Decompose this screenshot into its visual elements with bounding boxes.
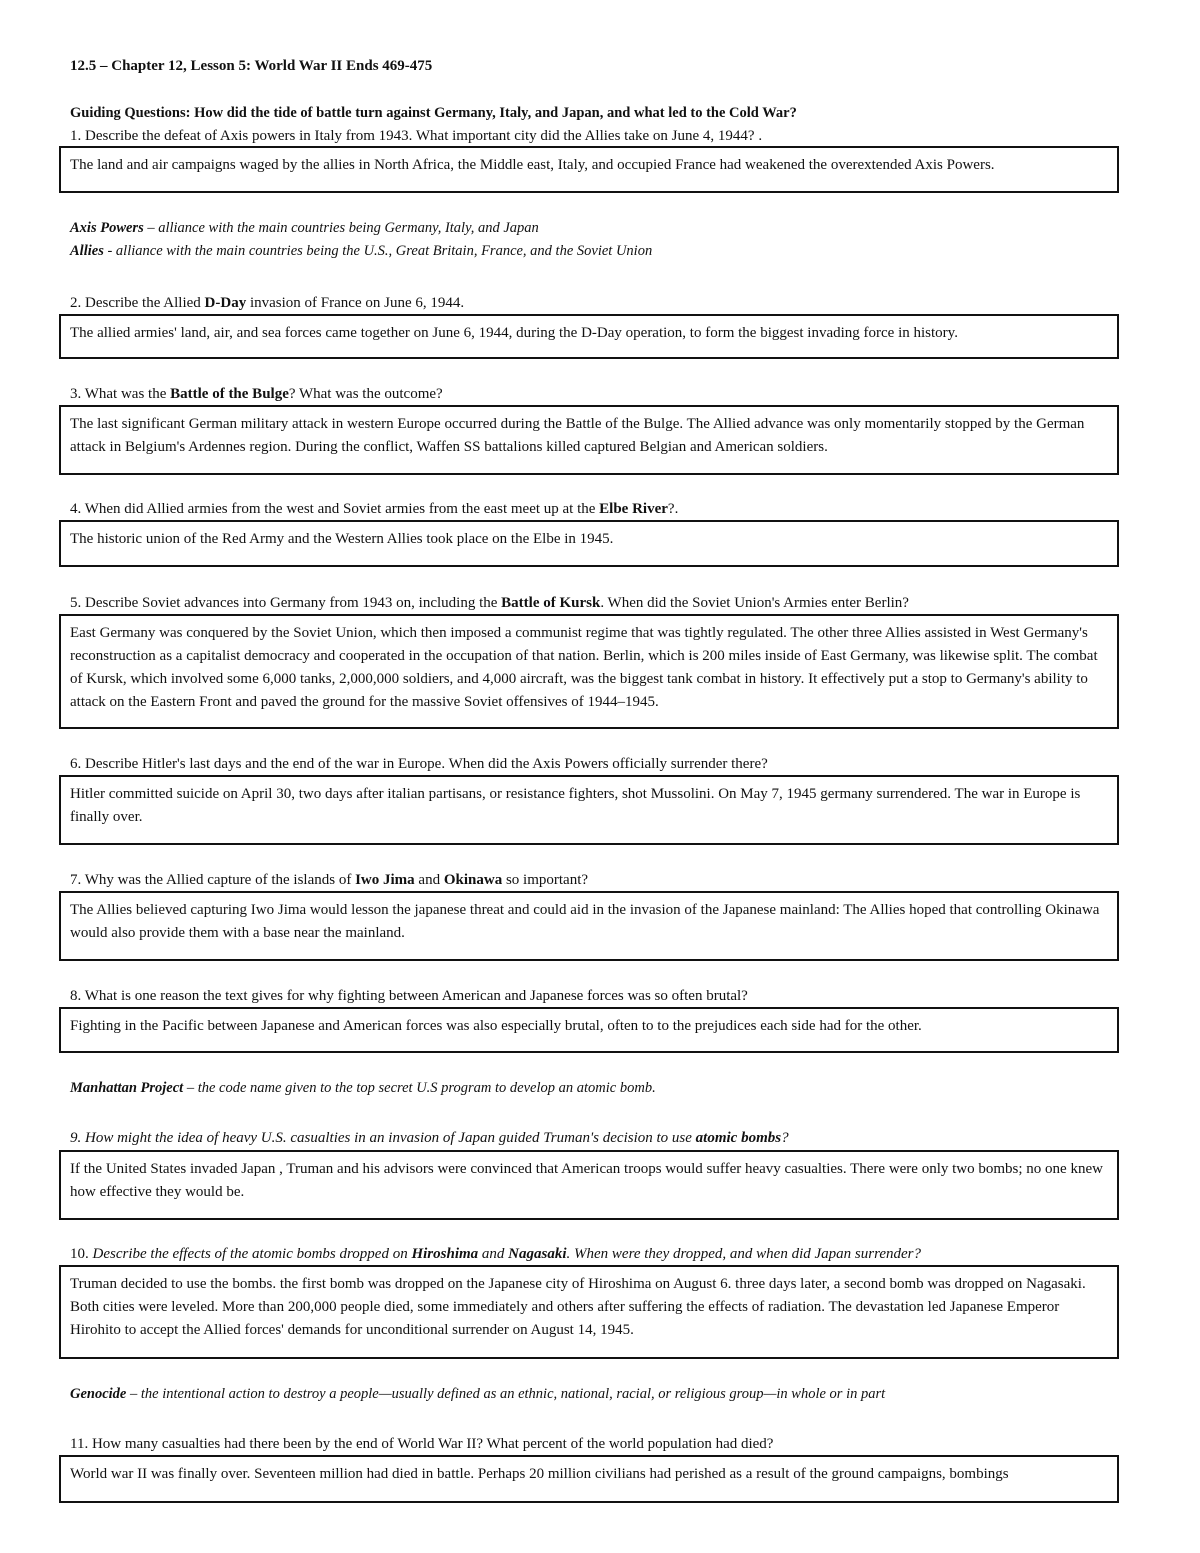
question-5: 5. Describe Soviet advances into Germany from 1943 on, including the Battle of Kursk. When did the Soviet Union's Armies enter Berlin? [70, 595, 909, 611]
question-10: 10. Describe the effects of the atomic bombs dropped on Hiroshima and Nagasaki. When were they dropped, and when did Japan surrender? [70, 1246, 922, 1262]
answer-box-1: The land and air campaigns waged by the allies in North Africa, the Middle east, Italy, and occupied France had weakened the overextended Axis Powers. [59, 146, 1119, 193]
question-2: 2. Describe the Allied D-Day invasion of France on June 6, 1944. [70, 295, 465, 311]
definition-manhattan-project: Manhattan Project – the code name given to the top secret U.S program to develop an atomic bomb. [70, 1080, 656, 1096]
definition-genocide: Genocide – the intentional action to destroy a people—usually defined as an ethnic, national, racial, or religious group—in whole or in part [70, 1386, 886, 1402]
question-3: 3. What was the Battle of the Bulge? What was the outcome? [70, 386, 443, 402]
question-1: 1. Describe the defeat of Axis powers in Italy from 1943. What important city did the Allies take on June 4, 1944? . [70, 128, 763, 144]
answer-box-8: Fighting in the Pacific between Japanese and American forces was also especially brutal, often to to the prejudices each side had for the other. [59, 1007, 1119, 1053]
answer-box-6: Hitler committed suicide on April 30, two days after italian partisans, or resistance fighters, shot Mussolini. On May 7, 1945 germany surrendered. The war in Europe is finally over. [59, 775, 1119, 845]
answer-box-9: If the United States invaded Japan , Truman and his advisors were convinced that American troops would suffer heavy casualties. There were only two bombs; no one knew how effective they would be. [59, 1150, 1119, 1220]
question-8: 8. What is one reason the text gives for why fighting between American and Japanese forces was so often brutal? [70, 988, 748, 1004]
answer-box-10: Truman decided to use the bombs. the first bomb was dropped on the Japanese city of Hiroshima on August 6. three days later, a second bomb was dropped on Nagasaki. Both cities were leveled. More than 200,000 people died, some immediately and others after suffering the effects of radiation. The devastation led Japanese Emperor Hirohito to accept the Allied forces' demands for unconditional surrender on August 14, 1945. [59, 1265, 1119, 1359]
answer-box-4: The historic union of the Red Army and the Western Allies took place on the Elbe in 1945. [59, 520, 1119, 567]
question-7: 7. Why was the Allied capture of the islands of Iwo Jima and Okinawa so important? [70, 872, 589, 888]
question-4: 4. When did Allied armies from the west and Soviet armies from the east meet up at the Elbe River?. [70, 501, 679, 517]
answer-box-3: The last significant German military attack in western Europe occurred during the Battle of the Bulge. The Allied advance was only momentarily stopped by the German attack in Belgium's Ardennes region. During the conflict, Waffen SS battalions killed captured Belgian and American soldiers. [59, 405, 1119, 475]
answer-box-11: World war II was finally over. Seventeen million had died in battle. Perhaps 20 million civilians had perished as a result of the ground campaigns, bombings [59, 1455, 1119, 1503]
page-title: 12.5 – Chapter 12, Lesson 5: World War II Ends 469-475 [70, 58, 433, 74]
question-11: 11. How many casualties had there been by the end of World War II? What percent of the world population had died? [70, 1436, 774, 1452]
answer-box-2: The allied armies' land, air, and sea forces came together on June 6, 1944, during the D-Day operation, to form the biggest invading force in history. [59, 314, 1119, 359]
guiding-questions: Guiding Questions: How did the tide of battle turn against Germany, Italy, and Japan, and what led to the Cold War? [70, 105, 797, 121]
definition-axis-powers: Axis Powers – alliance with the main countries being Germany, Italy, and Japan [70, 220, 539, 236]
answer-box-5: East Germany was conquered by the Soviet Union, which then imposed a communist regime that was tightly regulated. The other three Allies assisted in West Germany's reconstruction as a capitalist democracy and cooperated in the occupation of that nation. Berlin, which is 200 miles inside of East Germany, was likewise split. The combat of Kursk, which involved some 6,000 tanks, 2,000,000 soldiers, and 4,000 aircraft, was the biggest tank combat in history. It effectively put a stop to Germany's ability to attack on the Eastern Front and paved the ground for the massive Soviet offensives of 1944–1945. [59, 614, 1119, 729]
definition-allies: Allies - alliance with the main countries being the U.S., Great Britain, France, and the Soviet Union [70, 243, 653, 259]
question-9: 9. How might the idea of heavy U.S. casualties in an invasion of Japan guided Truman's decision to use atomic bombs? [70, 1130, 789, 1146]
question-6: 6. Describe Hitler's last days and the end of the war in Europe. When did the Axis Powers officially surrender there? [70, 756, 768, 772]
answer-box-7: The Allies believed capturing Iwo Jima would lesson the japanese threat and could aid in the invasion of the Japanese mainland: The Allies hoped that controlling Okinawa would also provide them with a base near the mainland. [59, 891, 1119, 961]
